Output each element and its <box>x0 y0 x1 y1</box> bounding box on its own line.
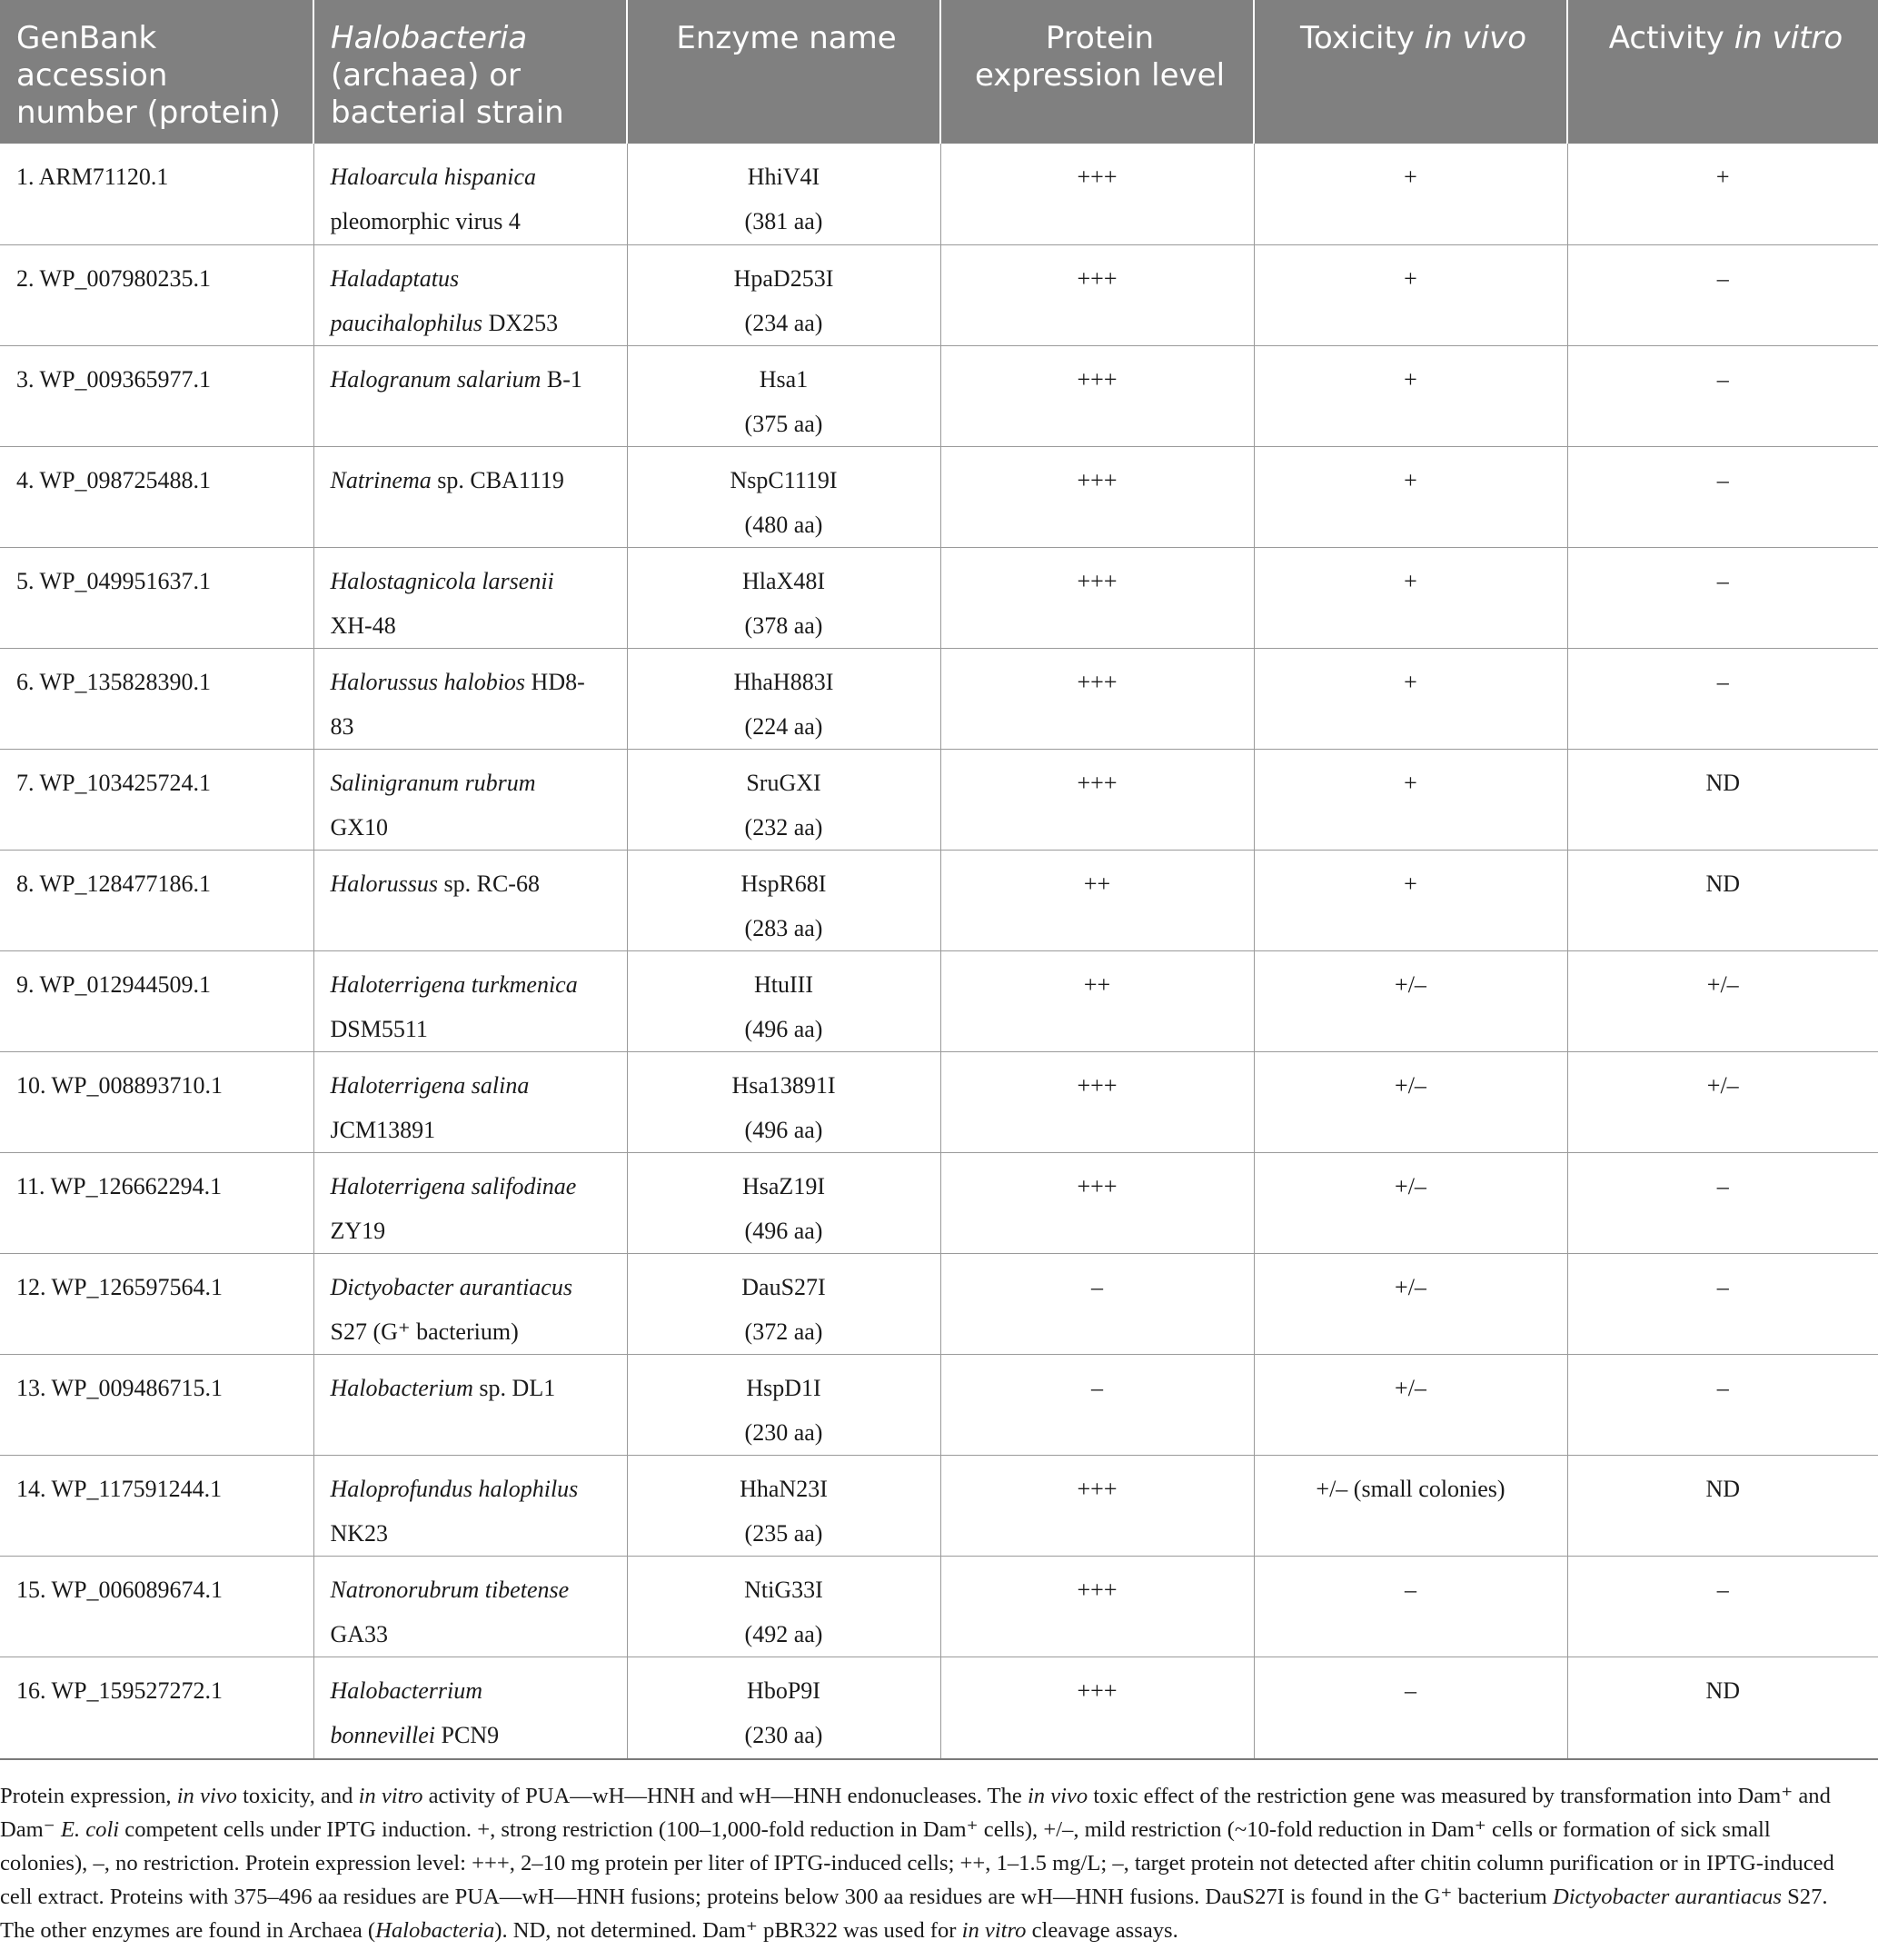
enzyme-length: (381 aa) <box>744 208 823 234</box>
toxicity-cell <box>1254 1152 1567 1253</box>
strain-cell <box>313 1455 627 1556</box>
expression-value: – <box>1091 1374 1103 1401</box>
activity-cell <box>1567 244 1878 345</box>
enzyme-name: HboP9I <box>747 1676 820 1704</box>
strain-cell <box>313 1051 627 1152</box>
activity-cell <box>1567 446 1878 547</box>
enzyme-cell <box>627 749 940 850</box>
table-row <box>0 1354 1878 1455</box>
toxicity-value: +/– <box>1395 1071 1426 1099</box>
accession-cell <box>0 1051 313 1152</box>
table-row <box>0 648 1878 749</box>
strain-cell <box>313 446 627 547</box>
strain-suffix: DX253 <box>482 309 559 336</box>
accession-number: 6. WP_135828390.1 <box>16 668 212 695</box>
activity-value: – <box>1716 466 1729 493</box>
activity-value: – <box>1716 668 1729 695</box>
toxicity-value: + <box>1404 668 1417 695</box>
strain-name: Salinigranum rubrum <box>330 769 536 796</box>
expression-cell <box>940 1253 1254 1354</box>
enzyme-cell <box>627 244 940 345</box>
toxicity-value: + <box>1404 870 1417 897</box>
enzyme-cell <box>627 345 940 446</box>
toxicity-cell <box>1254 1354 1567 1455</box>
enzyme-length: (496 aa) <box>744 1116 823 1143</box>
activity-cell <box>1567 1253 1878 1354</box>
toxicity-value: +/– <box>1395 970 1426 998</box>
accession-cell <box>0 446 313 547</box>
strain-name: Halostagnicola larsenii <box>330 567 554 594</box>
strain-cell <box>313 1354 627 1455</box>
expression-cell <box>940 950 1254 1051</box>
accession-cell <box>0 1455 313 1556</box>
enzyme-name: HtuIII <box>754 970 813 998</box>
toxicity-value: + <box>1404 769 1417 796</box>
toxicity-cell <box>1254 850 1567 950</box>
table-row <box>0 1253 1878 1354</box>
activity-value: – <box>1716 1273 1729 1300</box>
table-row <box>0 950 1878 1051</box>
expression-value: ++ <box>1083 970 1111 998</box>
table-row <box>0 1152 1878 1253</box>
expression-cell <box>940 446 1254 547</box>
accession-cell <box>0 1152 313 1253</box>
accession-number: 10. WP_008893710.1 <box>16 1071 224 1099</box>
table-row <box>0 345 1878 446</box>
table-row <box>0 244 1878 345</box>
enzyme-name: HspR68I <box>740 870 827 897</box>
strain-suffix: HD8- <box>525 668 585 695</box>
accession-number: 12. WP_126597564.1 <box>16 1273 224 1300</box>
toxicity-cell <box>1254 1253 1567 1354</box>
strain-suffix: sp. RC-68 <box>437 870 540 897</box>
enzyme-name: NspC1119I <box>730 466 838 493</box>
activity-value: ND <box>1705 870 1741 897</box>
strain-line2: XH-48 <box>330 612 396 639</box>
accession-number: 3. WP_009365977.1 <box>16 365 212 393</box>
toxicity-cell <box>1254 1556 1567 1657</box>
accession-cell <box>0 749 313 850</box>
expression-cell <box>940 1051 1254 1152</box>
accession-number: 11. WP_126662294.1 <box>16 1172 223 1199</box>
expression-cell <box>940 1354 1254 1455</box>
strain-name: Halorussus halobios <box>330 668 526 695</box>
strain-line2: paucihalophilus <box>330 309 483 336</box>
enzyme-length: (492 aa) <box>744 1620 823 1647</box>
accession-number: 4. WP_098725488.1 <box>16 466 212 493</box>
accession-number: 16. WP_159527272.1 <box>16 1676 224 1704</box>
activity-value: – <box>1716 1172 1729 1199</box>
accession-cell <box>0 1556 313 1657</box>
accession-number: 2. WP_007980235.1 <box>16 264 212 292</box>
strain-cell <box>313 547 627 648</box>
toxicity-cell <box>1254 749 1567 850</box>
enzyme-length: (230 aa) <box>744 1721 823 1748</box>
strain-name: Haloterrigena salifodinae <box>330 1172 577 1199</box>
enzyme-length: (378 aa) <box>744 612 823 639</box>
strain-name: Haloterrigena turkmenica <box>330 970 578 998</box>
strain-name: Natrinema <box>330 466 432 493</box>
table-row <box>0 1455 1878 1556</box>
expression-cell <box>940 1455 1254 1556</box>
toxicity-cell <box>1254 950 1567 1051</box>
accession-cell <box>0 244 313 345</box>
enzyme-cell <box>627 950 940 1051</box>
strain-name: Dictyobacter aurantiacus <box>330 1273 572 1300</box>
toxicity-value: +/– (small colonies) <box>1316 1475 1505 1502</box>
toxicity-value: – <box>1405 1676 1416 1704</box>
table-footnote: Protein expression, in vivo toxicity, and in vitro activity of PUA—wH—HNH and wH—HNH endonucleases. The in vivo toxic effect of the restriction gene was measured by transformation into Dam⁺ and Dam⁻ E. coli competent cells under IPTG induction. +, strong restriction (100–1,000-fold reduction in Dam⁺ cells), +/–, mild restriction (~10-fold reduction in Dam⁺ cells or formation of sick small colonies), –, no restriction. Protein expression level: +++, 2–10 mg protein per liter of IPTG-induced cells; ++, 1–1.5 mg/L; –, target protein not detected after chitin column purification or in IPTG-induced cell extract. Proteins with 375–496 aa residues are PUA—wH—HNH fusions; proteins below 300 aa residues are wH—HNH fusions. DauS27I is found in the G⁺ bacterium Dictyobacter aurantiacus S27. The other enzymes are found in Archaea (Halobacteria). ND, not determined. Dam⁺ pBR322 was used for in vitro cleavage assays. <box>0 1784 1834 1943</box>
enzyme-name: HsaZ19I <box>742 1172 825 1199</box>
strain-cell <box>313 850 627 950</box>
enzyme-name: HpaD253I <box>733 264 834 292</box>
enzyme-name: Hsa13891I <box>731 1071 836 1099</box>
enzyme-cell <box>627 1455 940 1556</box>
expression-cell <box>940 345 1254 446</box>
enzyme-cell <box>627 850 940 950</box>
enzyme-length: (372 aa) <box>744 1318 823 1345</box>
accession-cell <box>0 1253 313 1354</box>
strain-line2: NK23 <box>330 1519 389 1547</box>
enzyme-length: (496 aa) <box>744 1217 823 1244</box>
enzyme-name: HspD1I <box>746 1374 821 1401</box>
header-strain: Halobacteria (archaea) or bacterial strain <box>313 0 627 144</box>
table-row <box>0 1556 1878 1657</box>
enzyme-name: HhaN23I <box>740 1475 828 1502</box>
toxicity-value: + <box>1404 466 1417 493</box>
enzyme-name: NtiG33I <box>744 1576 823 1603</box>
strain-line2: JCM13891 <box>330 1116 436 1143</box>
toxicity-value: +/– <box>1395 1172 1426 1199</box>
accession-number: 15. WP_006089674.1 <box>16 1576 224 1603</box>
header-toxicity: Toxicity in vivo <box>1254 0 1567 144</box>
activity-value: – <box>1716 1576 1729 1603</box>
strain-line2: GX10 <box>330 813 389 841</box>
expression-value: +++ <box>1077 668 1118 695</box>
strain-cell <box>313 144 627 244</box>
activity-cell <box>1567 1354 1878 1455</box>
activity-cell <box>1567 1657 1878 1759</box>
accession-number: 5. WP_049951637.1 <box>16 567 212 594</box>
expression-value: +++ <box>1077 1071 1118 1099</box>
enzyme-length: (480 aa) <box>744 511 823 538</box>
activity-cell <box>1567 144 1878 244</box>
accession-number: 9. WP_012944509.1 <box>16 970 212 998</box>
enzyme-name: DauS27I <box>741 1273 826 1300</box>
toxicity-cell <box>1254 345 1567 446</box>
enzyme-name: SruGXI <box>746 769 821 796</box>
accession-cell <box>0 1657 313 1759</box>
strain-line2: bonnevillei <box>330 1721 436 1748</box>
header-accession: GenBank accession number (protein) <box>0 0 313 144</box>
strain-name: Haloterrigena salina <box>330 1071 530 1099</box>
table-row <box>0 144 1878 244</box>
strain-name: Halobacterrium <box>330 1676 483 1704</box>
activity-value: ND <box>1705 1676 1741 1704</box>
strain-name: Haladaptatus <box>330 264 460 292</box>
strain-name: Haloarcula hispanica <box>330 164 537 190</box>
expression-cell <box>940 1657 1254 1759</box>
activity-cell <box>1567 345 1878 446</box>
enzyme-cell <box>627 1152 940 1253</box>
expression-value: +++ <box>1077 365 1118 393</box>
activity-value: – <box>1716 567 1729 594</box>
expression-value: +++ <box>1077 1576 1118 1603</box>
toxicity-cell <box>1254 1051 1567 1152</box>
table-row <box>0 1051 1878 1152</box>
accession-cell <box>0 648 313 749</box>
strain-name: Halogranum salarium <box>330 365 542 393</box>
expression-value: +++ <box>1077 1172 1118 1199</box>
enzyme-cell <box>627 648 940 749</box>
header-expression: Protein expression level <box>940 0 1254 144</box>
activity-cell <box>1567 850 1878 950</box>
expression-cell <box>940 850 1254 950</box>
activity-value: – <box>1716 365 1729 393</box>
enzyme-length: (283 aa) <box>744 914 823 941</box>
strain-suffix: B-1 <box>541 365 582 393</box>
strain-line2: pleomorphic virus 4 <box>330 208 521 234</box>
activity-cell <box>1567 1455 1878 1556</box>
enzyme-cell <box>627 1051 940 1152</box>
toxicity-cell <box>1254 547 1567 648</box>
expression-cell <box>940 244 1254 345</box>
strain-cell <box>313 1556 627 1657</box>
toxicity-value: – <box>1405 1576 1416 1603</box>
accession-cell <box>0 547 313 648</box>
toxicity-cell <box>1254 1657 1567 1759</box>
expression-value: +++ <box>1077 164 1118 190</box>
enzyme-cell <box>627 1556 940 1657</box>
enzyme-cell <box>627 547 940 648</box>
activity-cell <box>1567 648 1878 749</box>
activity-value: +/– <box>1706 970 1739 998</box>
toxicity-value: +/– <box>1395 1374 1426 1401</box>
toxicity-value: + <box>1404 164 1417 190</box>
strain-line2: DSM5511 <box>330 1015 428 1042</box>
strain-cell <box>313 749 627 850</box>
strain-cell <box>313 950 627 1051</box>
expression-cell <box>940 1556 1254 1657</box>
enzyme-length: (234 aa) <box>744 309 823 336</box>
accession-cell <box>0 345 313 446</box>
table-row <box>0 749 1878 850</box>
expression-value: +++ <box>1077 567 1118 594</box>
accession-number: 7. WP_103425724.1 <box>16 769 212 796</box>
enzyme-length: (375 aa) <box>744 410 823 437</box>
activity-value: – <box>1716 1374 1729 1401</box>
enzyme-cell <box>627 1253 940 1354</box>
header-activity: Activity in vitro <box>1567 0 1878 144</box>
table-body <box>0 144 1878 1759</box>
strain-cell <box>313 244 627 345</box>
expression-value: +++ <box>1077 769 1118 796</box>
table-row <box>0 850 1878 950</box>
accession-number: 13. WP_009486715.1 <box>16 1374 224 1401</box>
accession-number: 8. WP_128477186.1 <box>16 870 212 897</box>
activity-cell <box>1567 1556 1878 1657</box>
enzyme-length: (230 aa) <box>744 1418 823 1446</box>
expression-cell <box>940 1152 1254 1253</box>
expression-value: +++ <box>1077 1475 1118 1502</box>
table-row <box>0 1657 1878 1759</box>
enzyme-cell <box>627 144 940 244</box>
strain-name: Halobacterium <box>330 1374 473 1401</box>
expression-cell <box>940 648 1254 749</box>
toxicity-value: +/– <box>1395 1273 1426 1300</box>
strain-cell <box>313 1253 627 1354</box>
table-row <box>0 446 1878 547</box>
strain-suffix: sp. CBA1119 <box>431 466 564 493</box>
toxicity-cell <box>1254 1455 1567 1556</box>
strain-cell <box>313 648 627 749</box>
table-header <box>0 0 1878 144</box>
toxicity-cell <box>1254 244 1567 345</box>
strain-name: Halorussus <box>330 870 438 897</box>
expression-value: – <box>1091 1273 1103 1300</box>
expression-value: +++ <box>1077 1676 1118 1704</box>
enzyme-cell <box>627 1657 940 1759</box>
activity-cell <box>1567 547 1878 648</box>
activity-cell <box>1567 950 1878 1051</box>
enzyme-length: (224 aa) <box>744 712 823 740</box>
accession-number: 1. ARM71120.1 <box>16 164 169 190</box>
strain-line2: 83 <box>330 712 354 740</box>
accession-number: 14. WP_117591244.1 <box>16 1475 223 1502</box>
activity-value: ND <box>1705 769 1741 796</box>
activity-value: ND <box>1705 1475 1741 1502</box>
strain-line2: ZY19 <box>330 1217 386 1244</box>
activity-cell <box>1567 1152 1878 1253</box>
activity-value: – <box>1716 264 1729 292</box>
strain-cell <box>313 1152 627 1253</box>
strain-name: Natronorubrum tibetense <box>330 1576 570 1603</box>
strain-suffix: sp. DL1 <box>472 1374 556 1401</box>
accession-cell <box>0 1354 313 1455</box>
accession-cell <box>0 950 313 1051</box>
enzyme-length: (496 aa) <box>744 1015 823 1042</box>
toxicity-cell <box>1254 446 1567 547</box>
enzyme-name: HlaX48I <box>742 567 825 594</box>
expression-value: +++ <box>1077 466 1118 493</box>
activity-cell <box>1567 749 1878 850</box>
enzyme-cell <box>627 1354 940 1455</box>
strain-name: Haloprofundus halophilus <box>330 1475 579 1502</box>
accession-cell <box>0 144 313 244</box>
toxicity-cell <box>1254 144 1567 244</box>
toxicity-value: + <box>1404 567 1417 594</box>
header-enzyme: Enzyme name <box>627 0 940 144</box>
strain-cell <box>313 345 627 446</box>
enzyme-name: HhaH883I <box>733 668 834 695</box>
activity-value: + <box>1715 164 1730 190</box>
enzyme-cell <box>627 446 940 547</box>
table-row <box>0 547 1878 648</box>
toxicity-value: + <box>1404 264 1417 292</box>
enzyme-length: (232 aa) <box>744 813 823 841</box>
expression-value: +++ <box>1077 264 1118 292</box>
expression-value: ++ <box>1083 870 1111 897</box>
strain-line2: GA33 <box>330 1620 389 1647</box>
activity-cell <box>1567 1051 1878 1152</box>
accession-cell <box>0 850 313 950</box>
strain-suffix: PCN9 <box>435 1721 500 1748</box>
enzyme-length: (235 aa) <box>744 1519 823 1547</box>
expression-cell <box>940 749 1254 850</box>
toxicity-cell <box>1254 648 1567 749</box>
expression-cell <box>940 547 1254 648</box>
enzyme-name: Hsa1 <box>759 365 809 393</box>
activity-value: +/– <box>1706 1071 1739 1099</box>
enzyme-name: HhiV4I <box>747 164 820 190</box>
toxicity-value: + <box>1404 365 1417 393</box>
strain-cell <box>313 1657 627 1759</box>
strain-line2: S27 (G⁺ bacterium) <box>330 1318 519 1345</box>
expression-cell <box>940 144 1254 244</box>
